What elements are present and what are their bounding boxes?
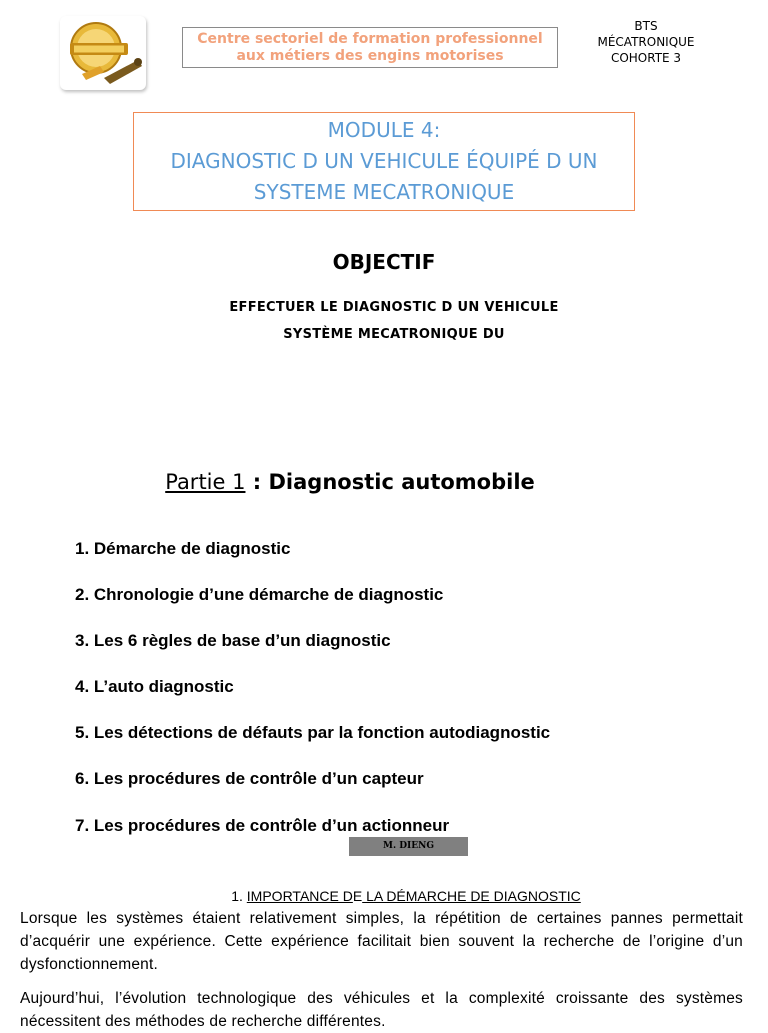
- module-title-line1: MODULE 4:: [327, 118, 441, 142]
- section-heading: [0, 888, 768, 904]
- toc-item: 4. L’auto diagnostic: [75, 677, 234, 696]
- toc-item: 3. Les 6 règles de base d’un diagnostic: [75, 631, 391, 650]
- program-line1: BTS: [634, 19, 658, 33]
- objectif-line1: EFFECTUER LE DIAGNOSTIC D UN VEHICULE: [229, 300, 559, 315]
- institution-name-line1: Centre sectoriel de formation professionnel: [197, 30, 543, 47]
- module-title-box: [133, 112, 635, 211]
- section-title-part1: IMPORTANCE D: [246, 888, 353, 904]
- institution-name-line2: aux métiers des engins motorises: [236, 47, 504, 64]
- program-line3: COHORTE 3: [610, 51, 682, 65]
- toc-item: 1. Démarche de diagnostic: [75, 539, 291, 558]
- toc-item: 5. Les détections de défauts par la fonction autodiagnostic: [75, 723, 551, 742]
- part-separator: :: [245, 470, 269, 494]
- section-title-part3: LA DÉMARCHE DE DIAGNOSTIC: [362, 888, 581, 904]
- toc-item: 7. Les procédures de contrôle d’un actionneur: [75, 816, 450, 835]
- part-label: Partie 1: [165, 470, 246, 494]
- toc-item: 2. Chronologie d’une démarche de diagnostic: [75, 585, 444, 604]
- objectif-line2: SYSTÈME MECATRONIQUE DU: [283, 327, 505, 342]
- toc-item: 6. Les procédures de contrôle d’un capteur: [75, 769, 424, 788]
- training-center-logo: [60, 16, 146, 90]
- training-center-logo-icon: [60, 16, 146, 90]
- program-line2: MÉCATRONIQUE: [597, 35, 695, 49]
- part-title: Diagnostic automobile: [268, 470, 535, 494]
- module-title-line3: SYSTEME MECATRONIQUE: [253, 180, 515, 204]
- institution-name-box: [182, 27, 558, 68]
- section-title-part2: E: [352, 888, 363, 904]
- author-footer: M. DIENG: [349, 837, 468, 856]
- program-label: [590, 18, 702, 66]
- objectif-heading: OBJECTIF: [332, 250, 436, 274]
- paragraph: Lorsque les systèmes étaient relativement simples, la répétition de certaines pannes permettait d’acquérir une expérience. Cette expérience facilitait bien souvent la recherche de l’origine d’un dysfonctionnement.: [20, 910, 743, 973]
- paragraph: Aujourd’hui, l’évolution technologique des véhicules et la complexité croissante des systèmes nécessitent des méthodes de recherche différentes.: [20, 990, 743, 1030]
- section-number: 1.: [231, 888, 247, 904]
- part-heading: [0, 470, 700, 494]
- module-title-line2: DIAGNOSTIC D UN VEHICULE ÉQUIPÉ D UN: [170, 149, 598, 173]
